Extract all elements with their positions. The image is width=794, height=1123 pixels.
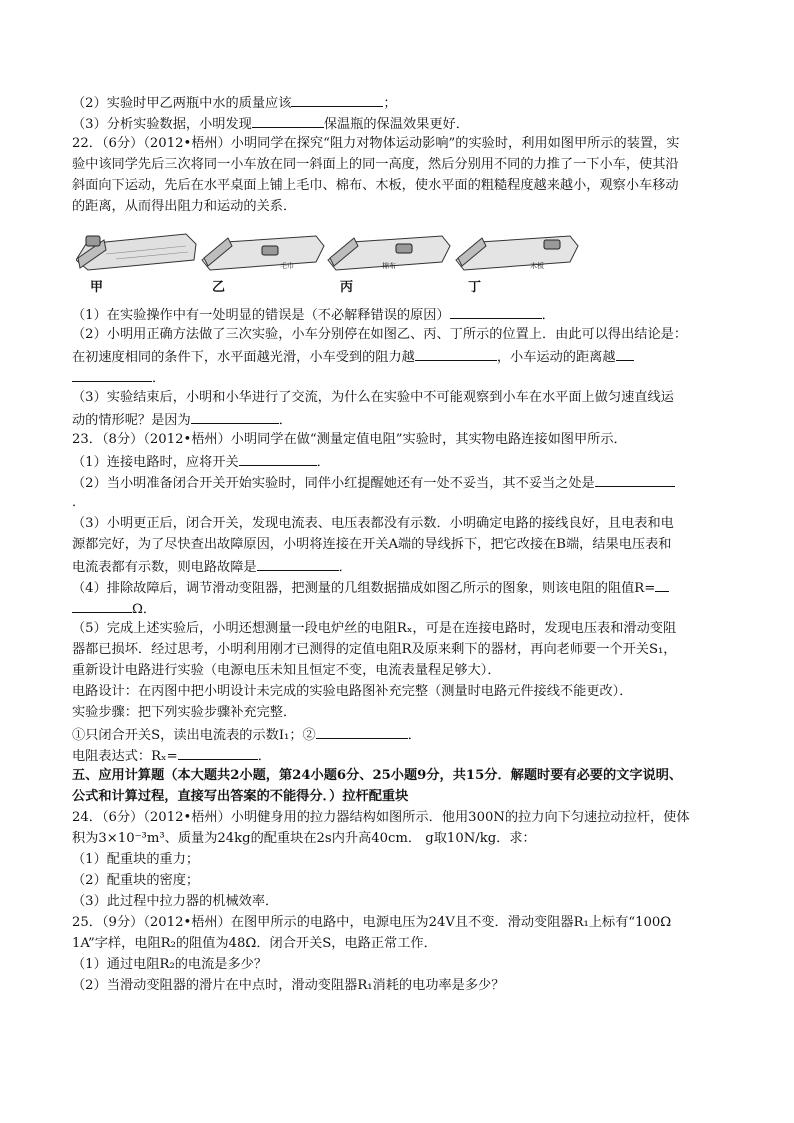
- text: ．: [407, 728, 421, 743]
- q23-sub3-line1: （3）小明更正后，闭合开关，发现电流表、电压表都没有示数．小明确定电路的接线良好，且电表和电: [72, 516, 674, 531]
- q21-part3: [72, 113, 469, 135]
- text: （3）分析实验数据，小明发现: [72, 117, 252, 132]
- text: （1）在实验操作中有一处明显的错误是（不必解释错误的原因）: [72, 308, 450, 323]
- q22-sub2-line3: [72, 367, 165, 389]
- q24-stem-line1: 24．（6分）（2012•梧州）小明健身用的拉力器结构如图所示．他用300N的拉力向下匀速拉动拉杆，使体: [72, 810, 690, 825]
- q23-sub2: [72, 472, 675, 494]
- figure-label-jia: 甲: [90, 280, 104, 295]
- text: ．: [541, 308, 555, 323]
- q22-figure: [76, 232, 696, 272]
- q24-stem-line2: 积为3×10⁻³m³、质量为24kg的配重块在2s内升高40cm． g取10N/kg．求：: [72, 831, 536, 846]
- answer-blank[interactable]: [252, 113, 324, 128]
- text: ．: [152, 371, 166, 386]
- q22-sub2-line2: [72, 346, 634, 368]
- q22-sub3-line1: （3）实验结束后，小明和小华进行了交流，为什么在实验中不可能观察到小车在水平面上做匀速直线运: [72, 390, 674, 405]
- text: ；: [383, 96, 397, 111]
- q23-sub5-line6: [72, 724, 421, 746]
- figure-yi: [202, 236, 324, 270]
- text: 在初速度相同的条件下，水平面越光滑，小车受到的阻力越: [72, 350, 415, 365]
- q23-sub4-line2: [72, 598, 156, 620]
- answer-blank[interactable]: [257, 556, 339, 571]
- figure-label-ding: 丁: [468, 280, 482, 295]
- text: Ω．: [132, 602, 157, 617]
- q22-sub1: [72, 304, 555, 326]
- figure-label-bing: 丙: [340, 280, 354, 295]
- q23-sub3-line2: 源都完好，为了尽快查出故障原因，小明将连接在开关A端的导线拆下，把它改接在B端，结果电压表和: [72, 537, 672, 552]
- q24-sub1: （1）配重块的重力；: [72, 852, 200, 867]
- figure-bing: [328, 236, 450, 270]
- surface-label: 棉布: [382, 262, 396, 270]
- q23-sub5-line1: （5）完成上述实验后，小明还想测量一段电炉丝的电阻Rₓ，可是在连接电路时，发现电压表和滑动变阻: [72, 621, 677, 636]
- q25-stem-line1: 25．（9分）（2012•梧州）在图甲所示的电路中，电源电压为24V且不变．滑动变阻器R₁上标有“100Ω: [72, 915, 672, 930]
- text: ．: [338, 560, 352, 575]
- q25-sub2: （2）当滑动变阻器的滑片在中点时，滑动变阻器R₁消耗的电功率是多少？: [72, 978, 505, 993]
- q25-sub1: （1）通过电阻R₂的电流是多少？: [72, 957, 268, 972]
- text: （4）排除故障后，调节滑动变阻器，把测量的几组数据描成如图乙所示的图象，则该电阻的阻值R=: [72, 581, 656, 596]
- answer-blank[interactable]: [291, 92, 383, 107]
- answer-blank[interactable]: [450, 304, 542, 319]
- answer-blank[interactable]: [655, 577, 669, 592]
- q22-stem-line3: 斜面向下运动，先后在水平桌面上铺上毛巾、棉布、木板，使水平面的粗糙程度越来越小，观察小车移动: [72, 178, 679, 193]
- text: ①只闭合开关S，读出电流表的示数I₁；②: [72, 728, 316, 743]
- answer-blank[interactable]: [415, 346, 497, 361]
- q23-sub5-line3: 重新设计电路进行实验（电源电压未知且恒定不变，电流表量程足够大）．: [72, 663, 501, 678]
- text: 动的情形呢？是因为: [72, 413, 191, 428]
- q23-sub5-line2: 器都已损坏．经过思考，小明利用刚才已测得的定值电阻R及原来剩下的器材，再向老师要一个开关S₁，: [72, 642, 677, 657]
- q23-sub3-line3: [72, 556, 352, 578]
- figure-ding: [456, 236, 578, 270]
- section-5-heading-line1: 五、应用计算题（本大题共2小题，第24小题6分、25小题9分，共15分．解题时要有必要的文字说明、: [72, 768, 683, 783]
- q23-sub1: [72, 451, 330, 473]
- text: （2）当小明准备闭合开关开始实验时，同伴小红提醒她还有一处不妥当，其不妥当之处是: [72, 476, 595, 491]
- q22-stem-line2: 验中该同学先后三次将同一小车放在同一斜面上的同一高度，然后分别用不同的力推了一下小车，使其沿: [72, 157, 679, 172]
- q23-sub2-end: ．: [72, 495, 86, 510]
- surface-label: 毛巾: [280, 262, 294, 270]
- answer-blank[interactable]: [191, 409, 279, 424]
- q22-sub2-line1: （2）小明用正确方法做了三次实验，小车分别停在如图乙、丙、丁所示的位置上．由此可以得出结论是：: [72, 327, 688, 342]
- text: ．: [257, 749, 271, 764]
- section-5-heading-line2: 公式和计算过程，直接写出答案的不能得分．）拉杆配重块: [72, 789, 409, 804]
- answer-blank[interactable]: [316, 724, 408, 739]
- figure-label-yi: 乙: [212, 280, 226, 295]
- figure-jia: [76, 234, 196, 270]
- q22-stem-line1: 22．（6分）（2012•梧州）小明同学在探究“阻力对物体运动影响”的实验时，利用如图甲所示的装置，实: [72, 136, 680, 151]
- text: 电阻表达式：Rₓ=: [72, 749, 178, 764]
- text: ．: [316, 455, 330, 470]
- text: ．: [278, 413, 292, 428]
- q21-part2: [72, 92, 397, 114]
- q23-sub4-line1: [72, 577, 669, 599]
- q23-sub5-line5: 实验步骤：把下列实验步骤补充完整．: [72, 705, 297, 720]
- answer-blank[interactable]: [239, 451, 317, 466]
- text: （2）实验时甲乙两瓶中水的质量应该: [72, 96, 292, 111]
- answer-blank[interactable]: [178, 745, 258, 760]
- q23-sub5-line7: [72, 745, 271, 767]
- text: （1）连接电路时，应将开关: [72, 455, 239, 470]
- text: ，小车运动的距离越: [496, 350, 616, 365]
- text: 保温瓶的保温效果更好．: [323, 117, 469, 132]
- q23-stem: 23．（8分）（2012•梧州）小明同学在做“测量定值电阻”实验时，其实物电路连接如图甲所示．: [72, 432, 627, 447]
- q23-sub5-line4: 电路设计：在丙图中把小明设计未完成的实验电路图补充完整（测量时电路元件接线不能更改）．: [72, 684, 633, 699]
- text: 电流表都有示数，则电路故障是: [72, 560, 257, 575]
- answer-blank[interactable]: [595, 472, 675, 487]
- q24-sub3: （3）此过程中拉力器的机械效率．: [72, 894, 279, 909]
- surface-label: 木板: [530, 262, 544, 270]
- answer-blank[interactable]: [72, 367, 152, 382]
- q24-sub2: （2）配重块的密度；: [72, 873, 200, 888]
- q25-stem-line2: 1A”字样，电阻R₂的阻值为48Ω．闭合开关S，电路正常工作．: [72, 936, 437, 951]
- q22-sub3-line2: [72, 409, 292, 431]
- answer-blank[interactable]: [72, 598, 132, 613]
- answer-blank[interactable]: [616, 346, 634, 361]
- q22-stem-line4: 的距离，从而得出阻力和运动的关系．: [72, 199, 297, 214]
